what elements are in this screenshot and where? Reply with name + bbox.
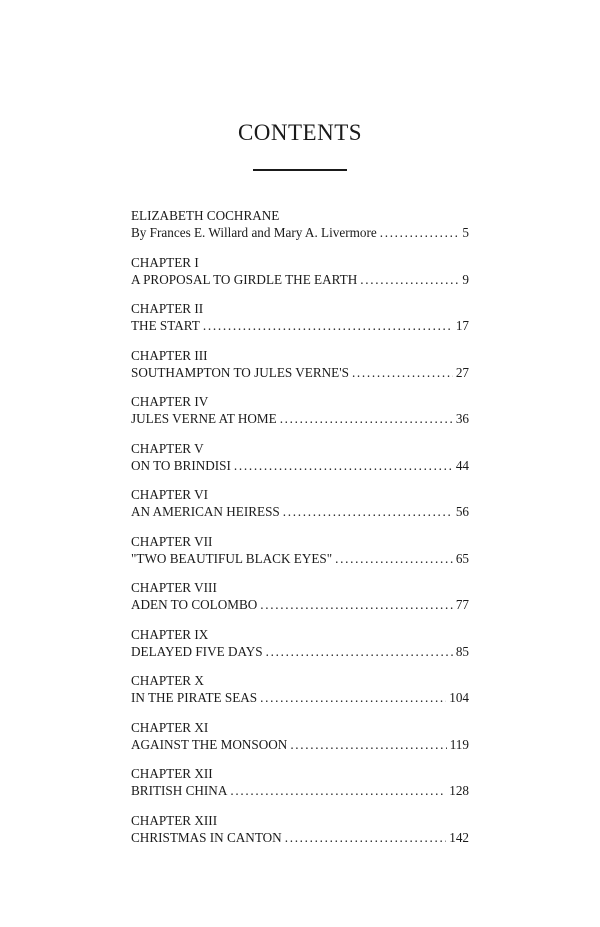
page-number: 85 [455, 643, 469, 659]
toc-line [131, 829, 469, 846]
toc-entry [131, 347, 469, 394]
chapter-heading: THE START [131, 318, 200, 333]
page-number: 56 [455, 504, 469, 519]
chapter-label: CHAPTER V [131, 440, 204, 456]
page-number: 104 [449, 690, 469, 705]
toc-entry [131, 393, 469, 440]
toc-entry [131, 486, 469, 533]
toc-line [131, 271, 469, 288]
toc-entry [131, 254, 469, 301]
chapter-label: ELIZABETH COCHRANE [131, 208, 280, 223]
dot-leader [280, 410, 453, 427]
toc-line [131, 643, 469, 660]
toc-entry [131, 626, 469, 673]
chapter-label: CHAPTER III [131, 347, 208, 363]
chapter-heading: BRITISH CHINA [131, 783, 228, 798]
chapter-label: CHAPTER XII [131, 766, 213, 781]
toc-entry [131, 300, 469, 347]
dot-leader [285, 829, 447, 846]
dot-leader [234, 457, 453, 474]
page-number: 5 [462, 225, 469, 240]
chapter-label: CHAPTER VIII [131, 580, 217, 595]
page-number: 128 [449, 783, 469, 798]
toc-line [131, 736, 469, 753]
toc-entry [131, 765, 469, 812]
chapter-label: CHAPTER XIII [131, 812, 218, 828]
dot-leader [203, 317, 453, 334]
chapter-heading: JULES VERNE AT HOME [131, 411, 277, 426]
chapter-heading: SOUTHAMPTON TO JULES VERNE'S [131, 364, 349, 380]
table-of-contents [131, 207, 469, 858]
chapter-label: CHAPTER IX [131, 626, 209, 642]
toc-line [131, 550, 469, 567]
chapter-heading: A PROPOSAL TO GIRDLE THE EARTH [131, 271, 358, 287]
chapter-heading: CHRISTMAS IN CANTON [131, 829, 282, 845]
toc-line [131, 596, 469, 613]
page-title: CONTENTS [237, 120, 363, 145]
dot-leader [260, 689, 446, 706]
title-rule [253, 169, 347, 171]
chapter-label: CHAPTER II [131, 301, 204, 316]
page-number: 77 [455, 597, 469, 612]
toc-entry [131, 719, 469, 766]
chapter-heading: IN THE PIRATE SEAS [131, 690, 258, 705]
page-number: 119 [449, 736, 469, 752]
toc-line [131, 317, 469, 334]
dot-leader [335, 550, 453, 567]
page-number: 27 [455, 364, 469, 380]
chapter-label: CHAPTER X [131, 673, 204, 688]
dot-leader [283, 503, 453, 520]
toc-entry [131, 207, 469, 254]
dot-leader [352, 364, 453, 381]
chapter-heading: DELAYED FIVE DAYS [131, 643, 263, 659]
chapter-heading: ON TO BRINDISI [131, 457, 231, 473]
toc-line [131, 457, 469, 474]
dot-leader [360, 271, 459, 288]
toc-line [131, 503, 469, 520]
chapter-label: CHAPTER I [131, 254, 199, 270]
dot-leader [230, 782, 446, 799]
page-number: 36 [455, 411, 469, 426]
page-number: 65 [455, 550, 469, 566]
toc-entry [131, 812, 469, 859]
toc-line [131, 410, 469, 427]
dot-leader [266, 643, 453, 660]
dot-leader [380, 224, 460, 241]
toc-entry [131, 440, 469, 487]
chapter-label: CHAPTER VII [131, 533, 213, 549]
dot-leader [290, 736, 446, 753]
toc-line [131, 782, 469, 799]
chapter-heading: AN AMERICAN HEIRESS [131, 504, 280, 519]
page-number: 142 [449, 829, 469, 845]
page-number: 17 [455, 318, 469, 333]
toc-entry [131, 579, 469, 626]
toc-line [131, 224, 469, 241]
dot-leader [260, 596, 453, 613]
chapter-heading: By Frances E. Willard and Mary A. Livermore [131, 225, 377, 240]
toc-entry [131, 672, 469, 719]
toc-entry [131, 533, 469, 580]
chapter-label: CHAPTER IV [131, 394, 209, 409]
chapter-heading: AGAINST THE MONSOON [131, 736, 288, 752]
toc-line [131, 689, 469, 706]
toc-line [131, 364, 469, 381]
chapter-heading: "TWO BEAUTIFUL BLACK EYES" [131, 550, 333, 566]
chapter-heading: ADEN TO COLOMBO [131, 597, 258, 612]
chapter-label: CHAPTER VI [131, 487, 209, 502]
chapter-label: CHAPTER XI [131, 719, 209, 735]
page-number: 44 [455, 457, 469, 473]
page-number: 9 [462, 271, 469, 287]
